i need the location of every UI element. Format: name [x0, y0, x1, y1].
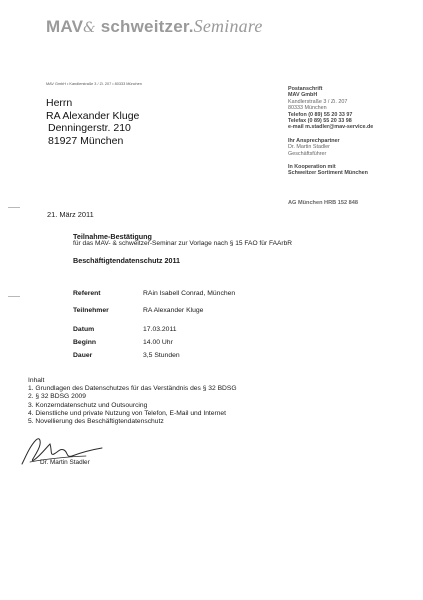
contents-item: 3. Konzerndatenschutz und Outsourcing: [28, 401, 148, 409]
sidebar-email: e-mail m.stadler@mav-service.de: [288, 124, 374, 131]
detail-label-datum: Datum: [73, 326, 95, 333]
brand-schweitzer: schweitzer.: [100, 17, 194, 36]
contents-block: [28, 377, 237, 426]
letter-date: 21. März 2011: [47, 210, 94, 219]
contents-item: 5. Novellierung des Beschäftigtendatenschutz: [28, 418, 164, 426]
sidebar-city: 80333 München: [288, 105, 327, 112]
sidebar-contact-role: Geschäftsführer: [288, 150, 327, 157]
sidebar-contact-heading: Ihr Ansprechpartner: [288, 137, 340, 144]
course-title: Beschäftigtendatenschutz 2011: [73, 256, 181, 265]
detail-value-datum: 17.03.2011: [143, 326, 177, 333]
detail-value-beginn: 14.00 Uhr: [143, 339, 173, 346]
sidebar-street: Kandlerstraße 3 / Zi. 207: [288, 98, 348, 105]
detail-label-beginn: Beginn: [73, 339, 97, 346]
brand-mav: MAV: [46, 17, 84, 36]
sidebar-fax: Telefax (0 89) 55 20 33 98: [288, 118, 352, 125]
document-subtitle: für das MAV- & schweitzer-Seminar zur Vorlage nach § 15 FAO für FAArbR: [73, 240, 293, 247]
contents-item: 4. Dienstliche und private Nutzung von Telefon, E-Mail und Internet: [28, 409, 227, 417]
sidebar-contact-name: Dr. Martin Stadler: [288, 144, 330, 151]
sidebar-coop-partner: Schweitzer Sortiment München: [288, 170, 368, 177]
brand-ampersand: &: [83, 20, 96, 36]
contents-item: 2. § 32 BDSG 2009: [28, 393, 86, 401]
detail-label-referent: Referent: [73, 290, 101, 297]
sender-line: MAV GmbH • Kandlerstraße 3 / Zi. 207 • 80333 München: [46, 82, 142, 86]
sidebar-register: AG München HRB 152 848: [288, 200, 358, 206]
fold-mark-middle: [8, 296, 20, 297]
document-title: Teilnahme-Bestätigung: [73, 232, 152, 241]
recipient-street: Denningerstr. 210: [48, 122, 131, 134]
sender-sidebar: [288, 86, 373, 177]
sidebar-coop-heading: In Kooperation mit: [288, 164, 336, 171]
detail-label-teilnehmer: Teilnehmer: [73, 307, 109, 314]
detail-value-teilnehmer: RA Alexander Kluge: [143, 307, 204, 314]
recipient-city: 81927 München: [48, 134, 124, 147]
contents-item: 1. Grundlagen des Datenschutzes für das Verständnis des § 32 BDSG: [28, 385, 237, 393]
recipient-name: RA Alexander Kluge: [46, 109, 140, 122]
recipient-salutation: Herrn: [46, 97, 73, 109]
sidebar-company: MAV GmbH: [288, 92, 318, 99]
sidebar-phone: Telefon (0 89) 55 20 33 97: [288, 111, 353, 118]
signer-name: Dr. Martin Stadler: [40, 459, 90, 466]
detail-label-dauer: Dauer: [73, 352, 93, 359]
brand-seminare: Seminare: [193, 16, 263, 36]
sidebar-post-heading: Postanschrift: [288, 86, 323, 92]
detail-value-referent: RAin Isabell Conrad, München: [143, 290, 236, 297]
contents-heading: Inhalt: [28, 377, 45, 384]
fold-mark-top: [8, 207, 20, 208]
brand-logo: [46, 16, 263, 37]
recipient-address: [46, 97, 139, 147]
detail-value-dauer: 3,5 Stunden: [143, 352, 180, 359]
